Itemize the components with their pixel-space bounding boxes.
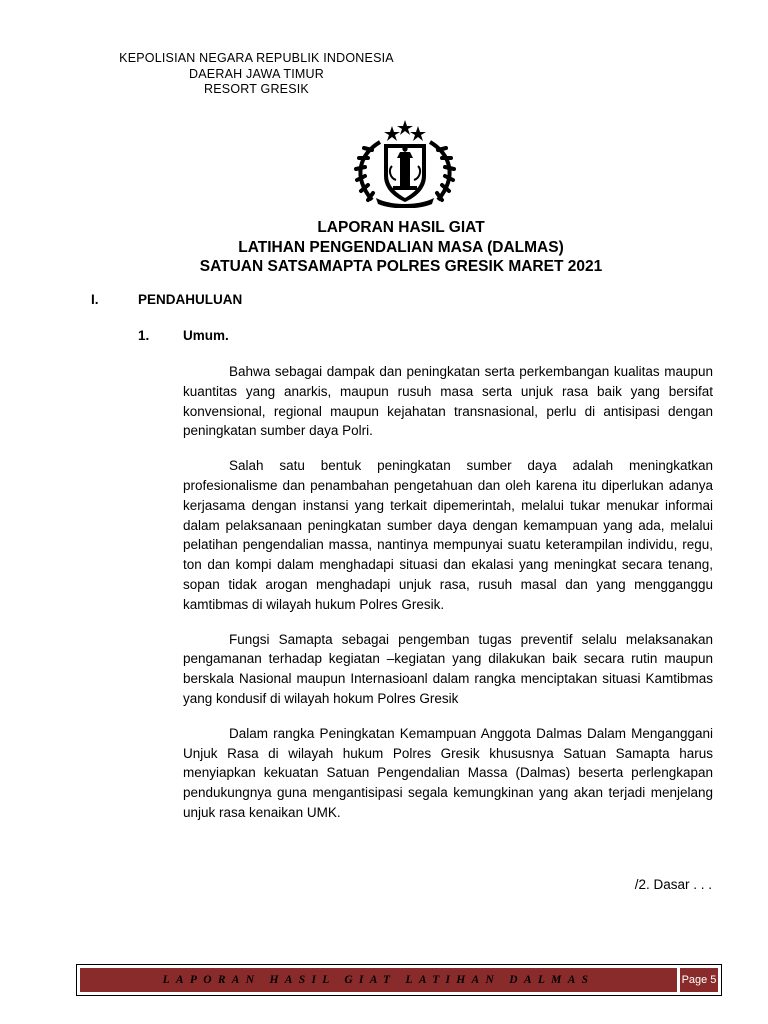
letterhead: [100, 51, 413, 98]
title-line-3: SATUAN SATSAMAPTA POLRES GRESIK MARET 2021: [199, 258, 603, 275]
paragraph: Salah satu bentuk peningkatan sumber daya adalah meningkatkan profesionalisme dan penambahan pengetahuan dan oleh karena itu diperlukan adanya kerjasama dengan instansi yang terkait dipemerintah, melalui tukar menukar informai dalam pelaksanaan peningkatan sumber daya dengan kemampuan yang ada, melalui pelatihan pengendalian massa, nantinya mempunyai suatu keterampilan individu, regu, ton dan kompi dalam menghadapi situasi dan ekalasi yang meningkat secara tenang, sopan tidak arogan menghadapi unjuk rasa, rusuh masal dan yang mengganggu kamtibmas di wilayah hukum Polres Gresik.: [183, 458, 713, 612]
page-number: Page 5: [680, 968, 718, 992]
paragraph: Fungsi Samapta sebagai pengemban tugas preventif selalu melaksanakan pengamanan terhadap kegiatan –kegiatan yang dilakukan baik secara rutin maupun berskala Nasional maupun Internasioanl dalam rangka menciptakan situasi Kamtibmas yang kondusif di wilayah hokum Polres Gresik: [183, 631, 713, 706]
title-line-1: LAPORAN HASIL GIAT: [317, 219, 485, 236]
letterhead-line-3: RESORT GRESIK: [204, 82, 309, 96]
letterhead-line-2: DAERAH JAWA TIMUR: [189, 66, 324, 81]
paragraph: Bahwa sebagai dampak dan peningkatan serta perkembangan kualitas maupun kuantitas yang anarkis, maupun rusuh masa serta unjuk rasa baik yang bersifat konvensional, regional maupun kejahatan transnasional, perlu di antisipasi dengan peningkatan sumber daya Polri.: [183, 364, 713, 439]
section-number: I.: [91, 292, 99, 307]
continuation-marker: /2. Dasar . . .: [634, 877, 712, 892]
footer-title: LAPORAN HASIL GIAT LATIHAN DALMAS: [80, 968, 677, 992]
police-emblem-icon: [346, 114, 456, 208]
letterhead-line-1: KEPOLISIAN NEGARA REPUBLIK INDONESIA: [119, 51, 394, 65]
paragraph: Dalam rangka Peningkatan Kemampuan Anggota Dalmas Dalam Menganggani Unjuk Rasa di wilayah hukum Polres Gresik khususnya Satuan Samapta harus menyiapkan kekuatan Satuan Pengendalian Massa (Dalmas) beserta perlengkapan pendukungnya guna mengantisipasi segala kemungkinan yang akan terjadi menjelang unjuk rasa kenaikan UMK.: [183, 725, 713, 820]
subsection-title: Umum.: [183, 328, 229, 343]
document-title: [100, 218, 702, 277]
footer: [76, 964, 722, 996]
title-line-2: LATIHAN PENGENDALIAN MASA (DALMAS): [238, 238, 564, 256]
subsection-number: 1.: [138, 328, 150, 343]
section-title: PENDAHULUAN: [138, 292, 243, 307]
body-text: [183, 362, 713, 838]
